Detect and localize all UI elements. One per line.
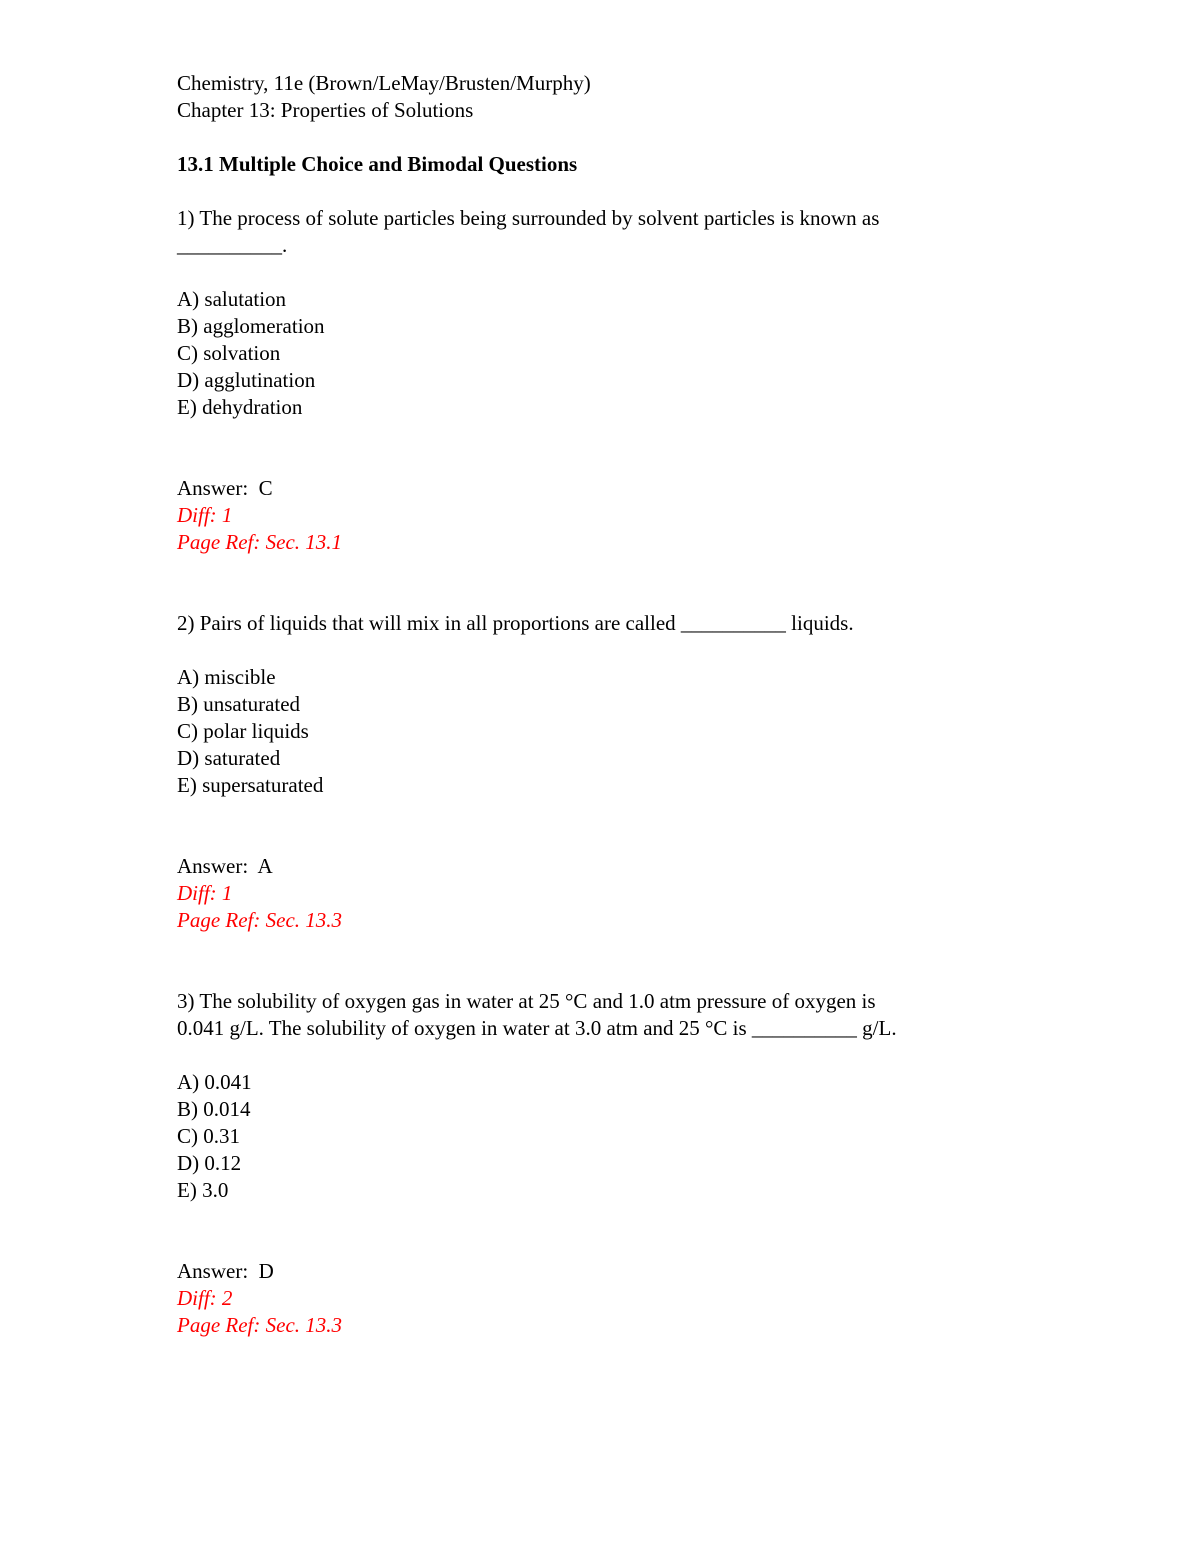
question-stem: 3) The solubility of oxygen gas in water at 25 °C and 1.0 atm pressure of oxygen is: [177, 989, 876, 1013]
choice-d: D) saturated: [177, 746, 281, 770]
choice-b: B) unsaturated: [177, 692, 301, 716]
answer: Answer: A: [177, 854, 273, 878]
choice-c: C) 0.31: [177, 1124, 240, 1148]
answer: Answer: C: [177, 476, 273, 500]
question-stem: 0.041 g/L. The solubility of oxygen in water at 3.0 atm and 25 °C is __________ g/L.: [177, 1016, 897, 1040]
question-stem: 2) Pairs of liquids that will mix in all proportions are called __________ liquids.: [177, 611, 854, 635]
choice-a: A) salutation: [177, 287, 287, 311]
question-2: [177, 610, 1037, 934]
difficulty: Diff: 2: [177, 1286, 233, 1310]
choice-d: D) agglutination: [177, 368, 316, 392]
choice-c: C) solvation: [177, 341, 281, 365]
document-page: [177, 70, 1037, 1339]
question-1: [177, 205, 1037, 556]
page-ref: Page Ref: Sec. 13.3: [177, 1313, 343, 1337]
question-stem: __________.: [177, 233, 288, 257]
page-ref: Page Ref: Sec. 13.1: [177, 530, 343, 554]
difficulty: Diff: 1: [177, 503, 233, 527]
section-title: 13.1 Multiple Choice and Bimodal Questions: [177, 152, 578, 176]
choice-e: E) supersaturated: [177, 773, 324, 797]
page-ref: Page Ref: Sec. 13.3: [177, 908, 343, 932]
choice-b: B) 0.014: [177, 1097, 251, 1121]
choice-d: D) 0.12: [177, 1151, 242, 1175]
choice-e: E) dehydration: [177, 395, 303, 419]
question-3: [177, 988, 1037, 1339]
question-stem: 1) The process of solute particles being surrounded by solvent particles is known as: [177, 206, 880, 230]
choice-e: E) 3.0: [177, 1178, 229, 1202]
choice-a: A) 0.041: [177, 1070, 252, 1094]
book-title: Chemistry, 11e (Brown/LeMay/Brusten/Murphy): [177, 71, 591, 95]
choice-c: C) polar liquids: [177, 719, 309, 743]
chapter-title: Chapter 13: Properties of Solutions: [177, 98, 474, 122]
answer: Answer: D: [177, 1259, 274, 1283]
choice-b: B) agglomeration: [177, 314, 325, 338]
difficulty: Diff: 1: [177, 881, 233, 905]
choice-a: A) miscible: [177, 665, 276, 689]
